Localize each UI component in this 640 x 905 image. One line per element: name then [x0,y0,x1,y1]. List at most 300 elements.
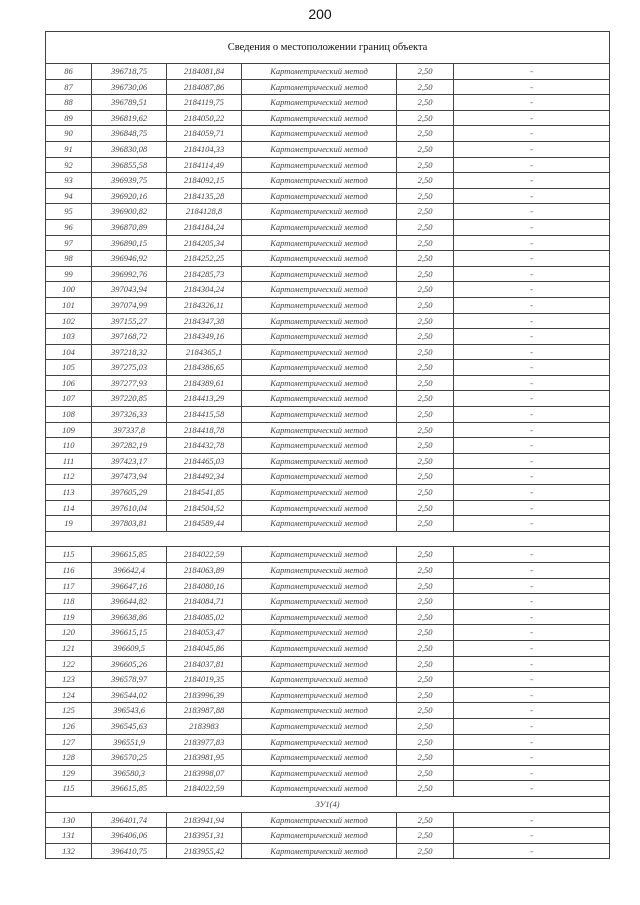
point-number-cell: 114 [46,500,92,516]
description-cell: - [454,219,610,235]
y-coordinate-cell: 2184304,24 [167,282,242,298]
table-row [46,485,610,501]
y-coordinate-cell: 2184418,78 [167,422,242,438]
x-coordinate-cell: 396789,51 [92,95,167,111]
x-coordinate-cell: 397155,27 [92,313,167,329]
description-cell: - [454,687,610,703]
point-number-cell: 89 [46,110,92,126]
x-coordinate-cell: 397473,94 [92,469,167,485]
method-cell: Картометрический метод [242,313,397,329]
x-coordinate-cell: 396580,3 [92,765,167,781]
y-coordinate-cell: 2184349,16 [167,329,242,345]
method-cell: Картометрический метод [242,219,397,235]
description-cell: - [454,79,610,95]
accuracy-cell: 2,50 [397,188,454,204]
method-cell: Картометрический метод [242,64,397,80]
table-row [46,765,610,781]
point-number-cell: 108 [46,407,92,423]
x-coordinate-cell: 397168,72 [92,329,167,345]
point-number-cell: 86 [46,64,92,80]
method-cell: Картометрический метод [242,173,397,189]
y-coordinate-cell: 2184386,65 [167,360,242,376]
point-number-cell: 88 [46,95,92,111]
y-coordinate-cell: 2184413,29 [167,391,242,407]
table-row [46,625,610,641]
y-coordinate-cell: 2183987,88 [167,703,242,719]
description-cell: - [454,360,610,376]
table-row [46,828,610,844]
accuracy-cell: 2,50 [397,391,454,407]
y-coordinate-cell: 2183951,31 [167,828,242,844]
y-coordinate-cell: 2184087,86 [167,79,242,95]
accuracy-cell: 2,50 [397,313,454,329]
accuracy-cell: 2,50 [397,656,454,672]
description-cell: - [454,235,610,251]
description-cell: - [454,563,610,579]
accuracy-cell: 2,50 [397,110,454,126]
point-number-cell: 126 [46,718,92,734]
table-row [46,79,610,95]
method-cell: Картометрический метод [242,79,397,95]
method-cell: Картометрический метод [242,563,397,579]
description-cell: - [454,422,610,438]
y-coordinate-cell: 2184053,47 [167,625,242,641]
description-cell: - [454,781,610,797]
table-row [46,609,610,625]
description-cell: - [454,609,610,625]
method-cell: Картометрический метод [242,485,397,501]
method-cell: Картометрический метод [242,594,397,610]
table-row [46,734,610,750]
method-cell: Картометрический метод [242,625,397,641]
point-number-cell: 98 [46,251,92,267]
x-coordinate-cell: 396638,86 [92,609,167,625]
table-row [46,843,610,859]
table-row [46,547,610,563]
point-number-cell: 130 [46,812,92,828]
table-row [46,266,610,282]
y-coordinate-cell: 2184347,38 [167,313,242,329]
description-cell: - [454,157,610,173]
point-number-cell: 117 [46,578,92,594]
y-coordinate-cell: 2184019,35 [167,672,242,688]
accuracy-cell: 2,50 [397,516,454,532]
x-coordinate-cell: 396900,82 [92,204,167,220]
accuracy-cell: 2,50 [397,235,454,251]
accuracy-cell: 2,50 [397,266,454,282]
table-row [46,329,610,345]
x-coordinate-cell: 396401,74 [92,812,167,828]
table-row [46,375,610,391]
y-coordinate-cell: 2184080,16 [167,578,242,594]
accuracy-cell: 2,50 [397,297,454,313]
y-coordinate-cell: 2184285,73 [167,266,242,282]
method-cell: Картометрический метод [242,469,397,485]
x-coordinate-cell: 396544,02 [92,687,167,703]
point-number-cell: 93 [46,173,92,189]
table-row [46,469,610,485]
accuracy-cell: 2,50 [397,64,454,80]
table-row [46,516,610,532]
accuracy-cell: 2,50 [397,625,454,641]
method-cell: Картометрический метод [242,843,397,859]
accuracy-cell: 2,50 [397,360,454,376]
x-coordinate-cell: 397218,32 [92,344,167,360]
method-cell: Картометрический метод [242,141,397,157]
accuracy-cell: 2,50 [397,718,454,734]
table-row [46,703,610,719]
method-cell: Картометрический метод [242,578,397,594]
point-number-cell: 128 [46,750,92,766]
point-number-cell: 103 [46,329,92,345]
subsection-row [46,796,610,812]
y-coordinate-cell: 2184589,44 [167,516,242,532]
point-number-cell: 113 [46,485,92,501]
x-coordinate-cell: 396890,15 [92,235,167,251]
accuracy-cell: 2,50 [397,485,454,501]
x-coordinate-cell: 396615,15 [92,625,167,641]
accuracy-cell: 2,50 [397,843,454,859]
description-cell: - [454,251,610,267]
point-number-cell: 105 [46,360,92,376]
method-cell: Картометрический метод [242,297,397,313]
method-cell: Картометрический метод [242,734,397,750]
accuracy-cell: 2,50 [397,375,454,391]
y-coordinate-cell: 2184365,1 [167,344,242,360]
point-number-cell: 115 [46,781,92,797]
x-coordinate-cell: 397337,8 [92,422,167,438]
description-cell: - [454,765,610,781]
table-header-row [46,32,610,64]
accuracy-cell: 2,50 [397,703,454,719]
description-cell: - [454,734,610,750]
method-cell: Картометрический метод [242,547,397,563]
accuracy-cell: 2,50 [397,609,454,625]
subsection-label: ЗУ1(4) [46,796,610,812]
accuracy-cell: 2,50 [397,500,454,516]
x-coordinate-cell: 396946,92 [92,251,167,267]
description-cell: - [454,329,610,345]
x-coordinate-cell: 397282,19 [92,438,167,454]
x-coordinate-cell: 396647,16 [92,578,167,594]
point-number-cell: 90 [46,126,92,142]
description-cell: - [454,516,610,532]
point-number-cell: 132 [46,843,92,859]
y-coordinate-cell: 2184050,22 [167,110,242,126]
method-cell: Картометрический метод [242,656,397,672]
y-coordinate-cell: 2184504,52 [167,500,242,516]
method-cell: Картометрический метод [242,110,397,126]
description-cell: - [454,843,610,859]
y-coordinate-cell: 2184465,03 [167,453,242,469]
table-row [46,750,610,766]
boundary-coordinates-table [45,31,610,859]
accuracy-cell: 2,50 [397,204,454,220]
x-coordinate-cell: 396578,97 [92,672,167,688]
table-row [46,438,610,454]
point-number-cell: 122 [46,656,92,672]
method-cell: Картометрический метод [242,188,397,204]
method-cell: Картометрический метод [242,812,397,828]
x-coordinate-cell: 397074,99 [92,297,167,313]
accuracy-cell: 2,50 [397,640,454,656]
x-coordinate-cell: 396543,6 [92,703,167,719]
table-row [46,126,610,142]
table-row [46,110,610,126]
point-number-cell: 91 [46,141,92,157]
point-number-cell: 100 [46,282,92,298]
accuracy-cell: 2,50 [397,251,454,267]
x-coordinate-cell: 397605,29 [92,485,167,501]
method-cell: Картометрический метод [242,453,397,469]
table-row [46,453,610,469]
description-cell: - [454,297,610,313]
accuracy-cell: 2,50 [397,547,454,563]
description-cell: - [454,391,610,407]
accuracy-cell: 2,50 [397,79,454,95]
accuracy-cell: 2,50 [397,563,454,579]
y-coordinate-cell: 2184084,71 [167,594,242,610]
point-number-cell: 92 [46,157,92,173]
description-cell: - [454,703,610,719]
point-number-cell: 119 [46,609,92,625]
point-number-cell: 99 [46,266,92,282]
description-cell: - [454,656,610,672]
y-coordinate-cell: 2184432,78 [167,438,242,454]
description-cell: - [454,173,610,189]
point-number-cell: 109 [46,422,92,438]
method-cell: Картометрический метод [242,157,397,173]
y-coordinate-cell: 2184128,8 [167,204,242,220]
point-number-cell: 129 [46,765,92,781]
point-number-cell: 124 [46,687,92,703]
y-coordinate-cell: 2183941,94 [167,812,242,828]
table-row [46,157,610,173]
method-cell: Картометрический метод [242,438,397,454]
y-coordinate-cell: 2184541,85 [167,485,242,501]
accuracy-cell: 2,50 [397,828,454,844]
table-row [46,141,610,157]
method-cell: Картометрический метод [242,360,397,376]
y-coordinate-cell: 2184045,86 [167,640,242,656]
method-cell: Картометрический метод [242,95,397,111]
accuracy-cell: 2,50 [397,672,454,688]
point-number-cell: 87 [46,79,92,95]
y-coordinate-cell: 2184063,89 [167,563,242,579]
y-coordinate-cell: 2184389,61 [167,375,242,391]
description-cell: - [454,828,610,844]
accuracy-cell: 2,50 [397,453,454,469]
y-coordinate-cell: 2183981,95 [167,750,242,766]
point-number-cell: 123 [46,672,92,688]
y-coordinate-cell: 2183998,07 [167,765,242,781]
method-cell: Картометрический метод [242,329,397,345]
table-row [46,297,610,313]
table-row [46,718,610,734]
y-coordinate-cell: 2184022,59 [167,547,242,563]
x-coordinate-cell: 396819,62 [92,110,167,126]
accuracy-cell: 2,50 [397,126,454,142]
description-cell: - [454,141,610,157]
table-row [46,251,610,267]
accuracy-cell: 2,50 [397,344,454,360]
x-coordinate-cell: 396551,9 [92,734,167,750]
method-cell: Картометрический метод [242,126,397,142]
method-cell: Картометрический метод [242,391,397,407]
accuracy-cell: 2,50 [397,469,454,485]
point-number-cell: 118 [46,594,92,610]
x-coordinate-cell: 396406,06 [92,828,167,844]
table-row [46,672,610,688]
point-number-cell: 127 [46,734,92,750]
x-coordinate-cell: 396605,26 [92,656,167,672]
table-row [46,781,610,797]
description-cell: - [454,750,610,766]
accuracy-cell: 2,50 [397,734,454,750]
x-coordinate-cell: 397326,33 [92,407,167,423]
accuracy-cell: 2,50 [397,282,454,298]
table-row [46,500,610,516]
x-coordinate-cell: 396570,25 [92,750,167,766]
table-row [46,204,610,220]
accuracy-cell: 2,50 [397,750,454,766]
x-coordinate-cell: 396644,82 [92,594,167,610]
separator-cell [46,531,610,547]
x-coordinate-cell: 396615,85 [92,781,167,797]
y-coordinate-cell: 2184085,02 [167,609,242,625]
method-cell: Картометрический метод [242,282,397,298]
table-row [46,656,610,672]
y-coordinate-cell: 2184022,59 [167,781,242,797]
y-coordinate-cell: 2184119,75 [167,95,242,111]
method-cell: Картометрический метод [242,235,397,251]
table-row [46,282,610,298]
accuracy-cell: 2,50 [397,812,454,828]
accuracy-cell: 2,50 [397,765,454,781]
description-cell: - [454,266,610,282]
point-number-cell: 94 [46,188,92,204]
x-coordinate-cell: 396830,08 [92,141,167,157]
x-coordinate-cell: 396870,89 [92,219,167,235]
description-cell: - [454,547,610,563]
method-cell: Картометрический метод [242,718,397,734]
table-row [46,219,610,235]
x-coordinate-cell: 397803,81 [92,516,167,532]
method-cell: Картометрический метод [242,609,397,625]
description-cell: - [454,718,610,734]
description-cell: - [454,110,610,126]
y-coordinate-cell: 2184081,84 [167,64,242,80]
description-cell: - [454,469,610,485]
table-row [46,188,610,204]
point-number-cell: 107 [46,391,92,407]
y-coordinate-cell: 2184135,28 [167,188,242,204]
point-number-cell: 121 [46,640,92,656]
table-title: Сведения о местоположении границ объекта [46,32,610,64]
description-cell: - [454,126,610,142]
x-coordinate-cell: 397043,94 [92,282,167,298]
description-cell: - [454,594,610,610]
accuracy-cell: 2,50 [397,95,454,111]
table-row [46,95,610,111]
accuracy-cell: 2,50 [397,329,454,345]
table-row [46,563,610,579]
y-coordinate-cell: 2184252,25 [167,251,242,267]
point-number-cell: 101 [46,297,92,313]
x-coordinate-cell: 396718,75 [92,64,167,80]
x-coordinate-cell: 397610,04 [92,500,167,516]
method-cell: Картометрический метод [242,422,397,438]
description-cell: - [454,812,610,828]
method-cell: Картометрический метод [242,765,397,781]
method-cell: Картометрический метод [242,516,397,532]
method-cell: Картометрический метод [242,703,397,719]
y-coordinate-cell: 2184492,34 [167,469,242,485]
x-coordinate-cell: 396642,4 [92,563,167,579]
y-coordinate-cell: 2183983 [167,718,242,734]
table-row [46,344,610,360]
accuracy-cell: 2,50 [397,173,454,189]
point-number-cell: 111 [46,453,92,469]
point-number-cell: 110 [46,438,92,454]
accuracy-cell: 2,50 [397,438,454,454]
point-number-cell: 96 [46,219,92,235]
method-cell: Картометрический метод [242,672,397,688]
table-row [46,812,610,828]
method-cell: Картометрический метод [242,375,397,391]
point-number-cell: 112 [46,469,92,485]
accuracy-cell: 2,50 [397,422,454,438]
x-coordinate-cell: 396939,75 [92,173,167,189]
method-cell: Картометрический метод [242,781,397,797]
accuracy-cell: 2,50 [397,219,454,235]
x-coordinate-cell: 396920,16 [92,188,167,204]
accuracy-cell: 2,50 [397,578,454,594]
x-coordinate-cell: 397275,03 [92,360,167,376]
x-coordinate-cell: 396848,75 [92,126,167,142]
method-cell: Картометрический метод [242,251,397,267]
table-row [46,64,610,80]
description-cell: - [454,672,610,688]
description-cell: - [454,204,610,220]
point-number-cell: 97 [46,235,92,251]
method-cell: Картометрический метод [242,687,397,703]
x-coordinate-cell: 397220,85 [92,391,167,407]
y-coordinate-cell: 2183996,39 [167,687,242,703]
y-coordinate-cell: 2183955,42 [167,843,242,859]
y-coordinate-cell: 2184184,24 [167,219,242,235]
x-coordinate-cell: 396615,85 [92,547,167,563]
y-coordinate-cell: 2184092,15 [167,173,242,189]
point-number-cell: 102 [46,313,92,329]
description-cell: - [454,95,610,111]
description-cell: - [454,375,610,391]
method-cell: Картометрический метод [242,344,397,360]
accuracy-cell: 2,50 [397,594,454,610]
accuracy-cell: 2,50 [397,141,454,157]
method-cell: Картометрический метод [242,266,397,282]
accuracy-cell: 2,50 [397,781,454,797]
table-row [46,422,610,438]
table-row [46,313,610,329]
y-coordinate-cell: 2184114,49 [167,157,242,173]
description-cell: - [454,578,610,594]
table-row [46,173,610,189]
x-coordinate-cell: 396410,75 [92,843,167,859]
table-row [46,391,610,407]
table-row [46,578,610,594]
point-number-cell: 125 [46,703,92,719]
